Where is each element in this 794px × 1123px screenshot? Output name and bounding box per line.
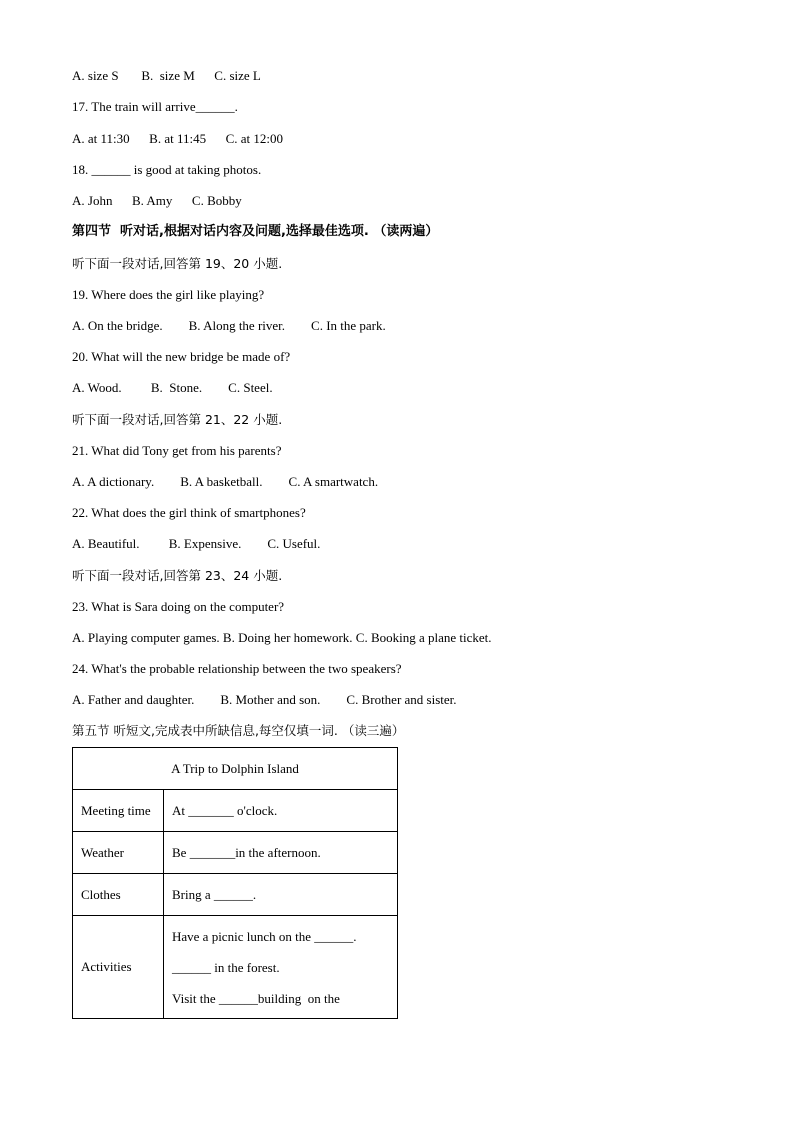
activity-item: ______ in the forest. — [172, 959, 280, 975]
table-row-value: Be _______in the afternoon. — [164, 832, 398, 874]
question-text: 20. What will the new bridge be made of? — [72, 349, 291, 364]
question-text: A. John B. Amy C. Bobby — [72, 193, 242, 208]
question-text: 24. What's the probable relationship between the two speakers? — [72, 661, 402, 676]
table-row-value: Bring a ______. — [164, 874, 398, 916]
question-text: A. at 11:30 B. at 11:45 C. at 12:00 — [72, 131, 283, 146]
table-row — [73, 790, 398, 832]
activities-cell — [164, 916, 398, 1019]
table-row-label: Clothes — [73, 874, 164, 916]
question-text: A. Beautiful. B. Expensive. C. Useful. — [72, 536, 321, 551]
section-heading: 第五节 听短文,完成表中所缺信息,每空仅填一词. （读三遍） — [72, 723, 405, 738]
table-row — [73, 832, 398, 874]
question-text: 17. The train will arrive______. — [72, 99, 238, 114]
section-heading: 第四节 听对话,根据对话内容及问题,选择最佳选项. （读两遍） — [72, 224, 439, 239]
question-text: A. Wood. B. Stone. C. Steel. — [72, 380, 273, 395]
activity-item: Visit the ______building on the — [172, 990, 340, 1006]
instruction-text: 听下面一段对话,回答第 23、24 小题. — [72, 568, 283, 583]
table-row-value: At _______ o'clock. — [164, 790, 398, 832]
question-text: A. Father and daughter. B. Mother and son. C. Brother and sister. — [72, 692, 457, 707]
question-text: A. Playing computer games. B. Doing her homework. C. Booking a plane ticket. — [72, 630, 492, 645]
question-text: 19. Where does the girl like playing? — [72, 287, 265, 302]
instruction-text: 听下面一段对话,回答第 21、22 小题. — [72, 412, 283, 427]
table-row-label: Meeting time — [73, 790, 164, 832]
activity-item: Have a picnic lunch on the ______. — [172, 928, 357, 944]
table-row-label: Weather — [73, 832, 164, 874]
table-row — [73, 874, 398, 916]
instruction-text: 听下面一段对话,回答第 19、20 小题. — [72, 256, 283, 271]
table-row — [73, 916, 398, 1019]
question-text: A. size S B. size M C. size L — [72, 68, 261, 83]
question-text: 22. What does the girl think of smartphones? — [72, 505, 306, 520]
trip-table — [72, 747, 398, 1019]
question-text: A. On the bridge. B. Along the river. C. In the park. — [72, 318, 386, 333]
question-text: 21. What did Tony get from his parents? — [72, 443, 282, 458]
table-title: A Trip to Dolphin Island — [73, 748, 398, 790]
question-text: 18. ______ is good at taking photos. — [72, 162, 262, 177]
table-row-label: Activities — [73, 916, 164, 1019]
question-text: A. A dictionary. B. A basketball. C. A smartwatch. — [72, 474, 379, 489]
question-text: 23. What is Sara doing on the computer? — [72, 599, 285, 614]
